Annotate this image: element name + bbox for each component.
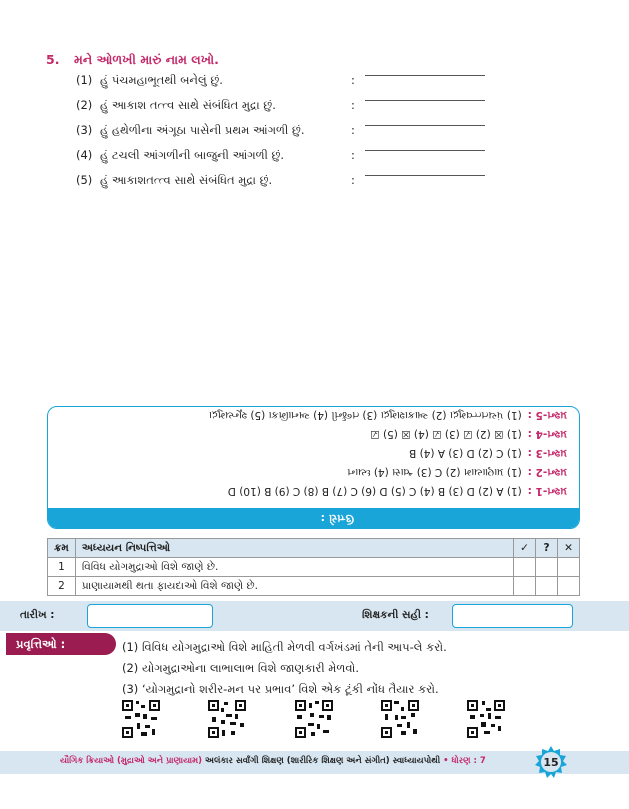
question-icon: ? bbox=[536, 539, 558, 558]
qr-code-icon[interactable] bbox=[466, 699, 506, 739]
answer-text: (1) પ્રાણાયામ (2) C (3) શ્વાસ (4) ધ્યાન bbox=[347, 466, 522, 478]
table-row bbox=[48, 577, 580, 596]
list-item bbox=[76, 97, 496, 122]
header-title: અધ્યયન નિષ્પત્તિઓ bbox=[75, 539, 513, 558]
item-number: (4) bbox=[76, 148, 93, 162]
cross-icon: ✕ bbox=[558, 539, 580, 558]
page-number-badge bbox=[534, 745, 568, 779]
date-field[interactable] bbox=[87, 604, 213, 628]
list-item bbox=[76, 147, 496, 172]
list-item: (3) ‘યોગમુદ્રાનો શરીર-મન પર પ્રભાવ’ વિશે એક ટૂંકી નોંધ તૈયાર કરો. bbox=[122, 682, 439, 696]
answer-key-heading: ઉત્તરો : bbox=[48, 508, 579, 528]
list-item: (1) વિવિધ યોગમુદ્રાઓ વિશે માહિતી મેળવી વર્ગખંડમાં તેની આપ-લે કરો. bbox=[122, 640, 447, 654]
answer-label: પ્રશ્ન-5 : bbox=[527, 409, 567, 421]
question-5-title bbox=[46, 52, 219, 68]
item-number: (3) bbox=[76, 123, 93, 137]
colon: : bbox=[351, 73, 355, 87]
answer-line[interactable] bbox=[365, 125, 485, 126]
answer-row bbox=[57, 481, 567, 500]
question-5-list bbox=[76, 72, 496, 197]
answer-line[interactable] bbox=[365, 150, 485, 151]
row-text: પ્રાણાયામથી થતા ફાયદાઓ વિશે જાણે છે. bbox=[75, 577, 513, 596]
learning-outcomes-table bbox=[47, 538, 580, 596]
item-text: હું પંચમહાભૂતથી બનેલું છું. bbox=[100, 73, 223, 87]
date-label: તારીખ : bbox=[20, 609, 55, 621]
question-cell[interactable] bbox=[536, 577, 558, 596]
qr-code-icon[interactable] bbox=[294, 699, 334, 739]
footer-chapter: યૌગિક ક્રિયાઓ (મુદ્રાઓ અને પ્રાણાયામ) bbox=[60, 756, 203, 766]
colon: : bbox=[351, 148, 355, 162]
answer-line[interactable] bbox=[365, 100, 485, 101]
answer-row bbox=[57, 443, 567, 462]
footer-text bbox=[60, 756, 486, 766]
cross-cell[interactable] bbox=[558, 558, 580, 577]
item-text: હું ટચલી આંગળીની બાજુની આંગળી છું. bbox=[100, 148, 285, 162]
answer-line[interactable] bbox=[365, 175, 485, 176]
answer-key-upside-down bbox=[48, 407, 579, 528]
table-row bbox=[48, 558, 580, 577]
list-item bbox=[76, 72, 496, 97]
answer-text: (1) C (2) D (3) A (4) B bbox=[409, 447, 522, 459]
row-text: વિવિધ યોગમુદ્રાઓ વિશે જાણે છે. bbox=[75, 558, 513, 577]
answer-text: (1) ☒ (2) ☑ (3) ☑ (4) ☒ (5) ☑ bbox=[370, 428, 522, 440]
tick-cell[interactable] bbox=[514, 558, 536, 577]
item-text: હું હથેળીના અંગૂઠા પાસેની પ્રથમ આંગળી છું. bbox=[100, 123, 305, 137]
answer-key-box bbox=[47, 406, 580, 529]
colon: : bbox=[351, 98, 355, 112]
answer-row bbox=[57, 424, 567, 443]
footer-book-title: અલંકાર સર્વાંગી શિક્ષણ (શારીરિક શિક્ષણ અને સંગીત) સ્વાધ્યાયપોથી bbox=[205, 756, 441, 766]
answer-row bbox=[57, 406, 567, 424]
qr-code-icon[interactable] bbox=[121, 699, 161, 739]
answer-label: પ્રશ્ન-3 : bbox=[527, 447, 567, 459]
answer-label: પ્રશ્ન-4 : bbox=[527, 428, 567, 440]
activities-list bbox=[122, 637, 447, 700]
item-text: હું આકાશ તત્ત્વ સાથે સંબંધિત મુદ્રા છું. bbox=[100, 98, 276, 112]
footer-grade: • ધોરણ : 7 bbox=[443, 756, 486, 766]
teacher-sign-label: શિક્ષકની સહી : bbox=[362, 609, 429, 621]
list-item bbox=[76, 172, 496, 197]
item-text: હું આકાશતત્ત્વ સાથે સંબંધિત મુદ્રા છું. bbox=[100, 173, 273, 187]
cross-cell[interactable] bbox=[558, 577, 580, 596]
row-number: 1 bbox=[48, 558, 76, 577]
teacher-sign-field[interactable] bbox=[452, 604, 573, 628]
qr-code-icon[interactable] bbox=[207, 699, 247, 739]
tick-icon: ✓ bbox=[514, 539, 536, 558]
item-number: (2) bbox=[76, 98, 93, 112]
tick-cell[interactable] bbox=[514, 577, 536, 596]
answer-text: (1) પંચતત્ત્વમુદ્રા (2) આકાશમુદ્રા (3) તર્જની (4) અનામિકા (5) શૂન્યમુદ્રા bbox=[208, 409, 522, 421]
answer-key-rows bbox=[57, 406, 567, 500]
question-number: 5. bbox=[46, 52, 60, 67]
colon: : bbox=[351, 123, 355, 137]
activities-tag: પ્રવૃત્તિઓ : bbox=[6, 633, 116, 655]
item-number: (5) bbox=[76, 173, 93, 187]
answer-line[interactable] bbox=[365, 75, 485, 76]
item-number: (1) bbox=[76, 73, 93, 87]
header-no: ક્રમ bbox=[48, 539, 76, 558]
answer-row bbox=[57, 462, 567, 481]
answer-label: પ્રશ્ન-2 : bbox=[527, 466, 567, 478]
qr-code-icon[interactable] bbox=[380, 699, 420, 739]
list-item bbox=[76, 122, 496, 147]
page-number: 15 bbox=[543, 756, 559, 769]
answer-text: (1) A (2) D (3) B (4) C (5) D (6) C (7) B (8) C (9) B (10) D bbox=[227, 485, 522, 497]
list-item: (2) યોગમુદ્રાઓના લાભાલાભ વિશે જાણકારી મેળવો. bbox=[122, 661, 360, 675]
question-title: મને ઓળખી મારું નામ લખો. bbox=[74, 52, 219, 67]
row-number: 2 bbox=[48, 577, 76, 596]
answer-label: પ્રશ્ન-1 : bbox=[527, 485, 567, 497]
table-header-row bbox=[48, 539, 580, 558]
signature-bar bbox=[0, 601, 629, 631]
question-cell[interactable] bbox=[536, 558, 558, 577]
colon: : bbox=[351, 173, 355, 187]
